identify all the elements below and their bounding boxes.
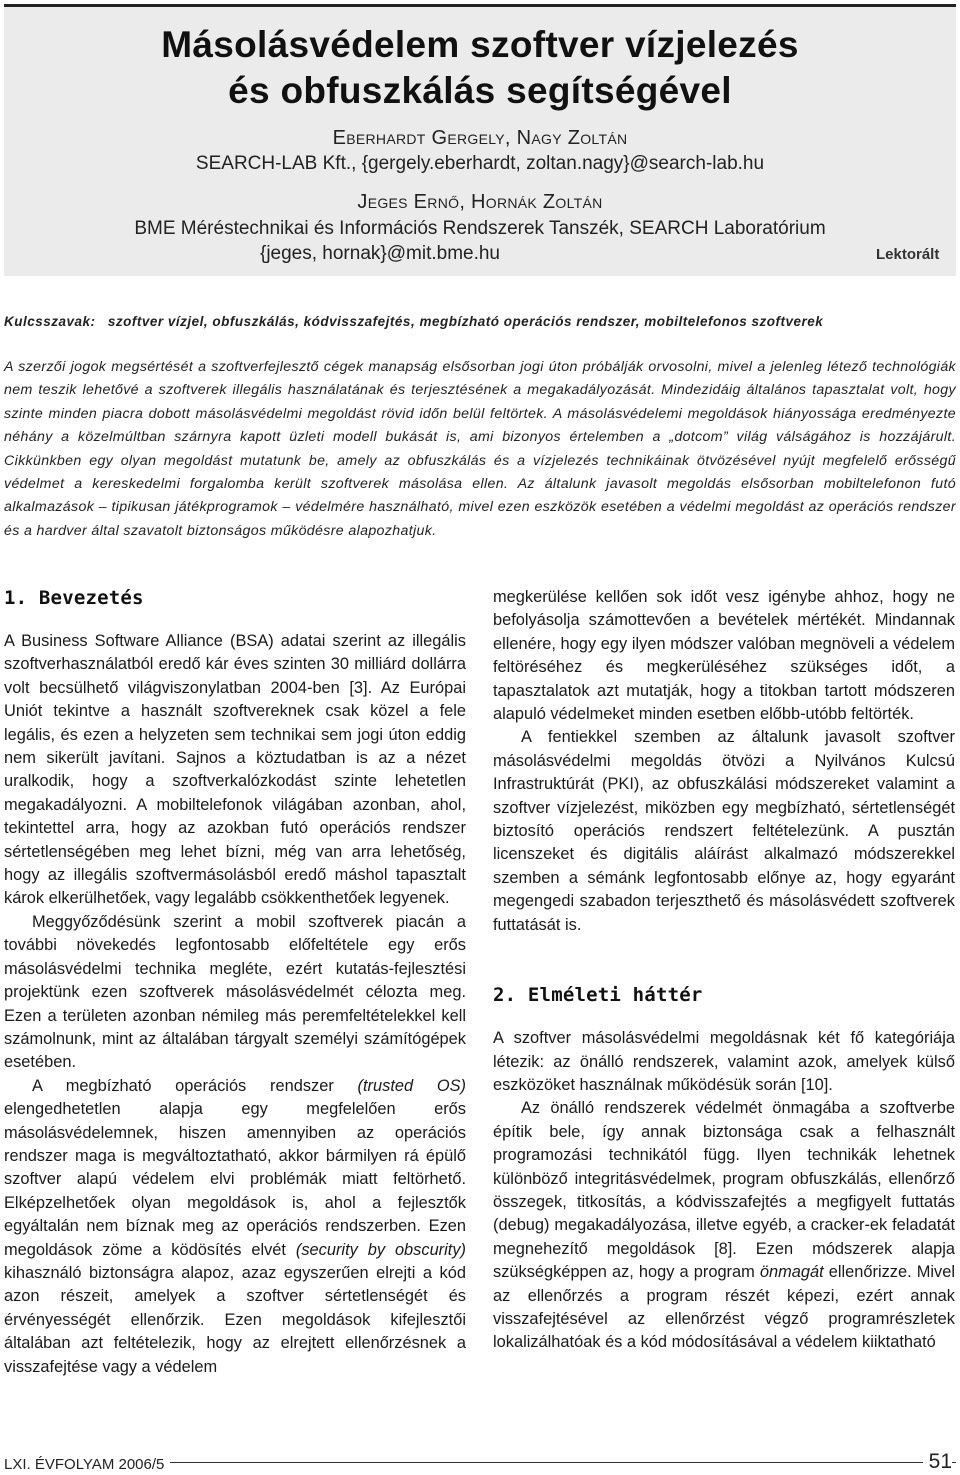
footer-issue: LXI. ÉVFOLYAM 2006/5: [4, 1456, 170, 1473]
term-trusted-os: (trusted OS): [357, 1076, 467, 1095]
authors-line-2: Jeges Ernő, Hornák Zoltán: [357, 191, 603, 213]
keywords-label: Kulcsszavak:: [4, 314, 96, 329]
section-heading-1: 1. Bevezetés: [4, 587, 144, 609]
paragraph: Meggyőződésünk szerint a mobil szoftverek piacán a további növekedés legfontosabb előfeltétele egy erős másolásvédelmi technika megléte, ezért kutatás-fejlesztési projektünk ezen szoftverek másolásvédelmét célozta meg. Ezen a területen azonban némileg más peremfeltételekkel kell számolnunk, mint az általában tárgyalt személyi számítógépek esetében.: [4, 912, 466, 1072]
abstract: A szerzői jogok megsértését a szoftverfejlesztő cégek manapság elsősorban jogi úton próbálják orvosolni, mivel a jelenleg létező technológiák nem teszik lehetővé a szoftverek illegális használatának és terjesztésének a megakadályozását. Mindezidáig általános tapasztalat volt, hogy szinte minden piacra dobott másolásvédelmi megoldást rövid időn belül feltörtek. A másolásvédelemi megoldások hiányossága eredményezte néhány a közelmúltban szárnyra kapott üzleti modell bukását is, ami bizonyos értelemben a „dotcom” világ válságához is hozzájárult. Cikkünkben egy olyan megoldást mutatunk be, amely az obfuszkálás és a vízjelezés technikáinak ötvözésével nyújt megfelelő erősségű védelmet a kereskedelmi forgalomba került szoftverek másolása ellen. Az általunk javasolt megoldás elsősorban mobiltelefonon futó alkalmazások – tipikusan játékprogramok – védelmére használható, mivel ezen eszközök esetében a védelmi megoldást az operációs rendszer és a hardver által szavatolt biztonságos működésre alapozhatjuk.: [4, 359, 956, 539]
title-line-1: Másolásvédelem szoftver vízjelezés: [161, 24, 799, 65]
paragraph: Az önálló rendszerek védelmét önmagába a szoftverbe építik bele, így annak biztonsága csak a felhasznált programozási technikától függ. Ilyen technikák lehetnek különböző integritásvédelmek, program obfuszkálás, ellenőrző összegek, titkosítás, a kódvisszafejtés a megfigyelt futtatás (debug) megakadályozása, illetve egyéb, a cracker-ek feladatát megnehezítő megoldások [8]. Ezen módszerek alapja szükségképpen az, hogy a program önmagát ellenőrizze. Mivel az ellenőrzés a program részét képezi, ezért annak visszafejtésével az ellenőrzést végző programrészletek lokalizálhatóak és a kód módosításával a védelem kiiktatható: [493, 1099, 955, 1352]
affiliation-line-2: BME Méréstechnikai és Információs Rendszerek Tanszék, SEARCH Laboratórium: [134, 218, 826, 239]
keywords: [4, 314, 956, 329]
page-number: 51: [923, 1450, 952, 1474]
affiliation-email-2: {jeges, hornak}@mit.bme.hu: [259, 243, 501, 264]
paragraph: megkerülése kellően sok időt vesz igénybe ahhoz, hogy ne befolyásolja számottevően a bevételek mértékét. Mindannak ellenére, hogy egy ilyen módszer valóban megnöveli a védelem feltöréséhez és megkerüléséhez szükséges időt, a tapasztalatok azt mutatják, hogy a titokban tartott módszeren alapuló védelmeket minden esetben előbb-utóbb feltörték.: [493, 588, 955, 724]
review-badge: Lektorált: [876, 246, 940, 263]
article-title: [0, 22, 960, 114]
authors-line-1: Eberhardt Gergely, Nagy Zoltán: [332, 127, 628, 149]
keywords-text: szoftver vízjel, obfuszkálás, kódvisszafejtés, megbízható operációs rendszer, mobiltelefonos szoftverek: [107, 314, 824, 329]
title-line-2: és obfuszkálás segítségével: [228, 70, 732, 111]
left-column: [4, 586, 466, 1379]
affiliation-line-1: SEARCH-LAB Kft., {gergely.eberhardt, zoltan.nagy}@search-lab.hu: [195, 153, 765, 174]
paragraph: A Business Software Alliance (BSA) adatai szerint az illegális szoftverhasználatból eredő kár éves szinten 30 milliárd dollárra volt becsülhető világviszonylatban 2004-ben [3]. Az Európai Uniót tekintve a használt szoftvereknek csak közel a fele legális, és ezen a helyzeten sem technikai sem jogi úton eddig nem sikerült javítani. Sajnos a köztudatban is az a nézet uralkodik, hogy a szoftverkalózkodást szinte lehetetlen megakadályozni. A mobiltelefonok világában azonban, ahol, tekintettel arra, hogy az azokban futó operációs rendszer sértetlenségében meg lehet bízni, még van arra lehetőség, hogy az illegális szoftvermásolásból eredő máshol tapasztalt károk elkerülhetőek, vagy legalább csökkenthetőek legyenek.: [4, 632, 466, 908]
term-onmagat: önmagát: [759, 1263, 824, 1282]
paragraph: A megbízható operációs rendszer (trusted OS) elengedhetetlen alapja egy megfelelően erős másolásvédelemnek, hiszen amennyiben az operációs rendszer maga is megváltoztatható, akkor bármilyen rá épülő szoftver alapú védelem elvi problémák miatt feltörhető. Elképzelhetőek olyan megoldások is, ahol a fejlesztők egyáltalán nem bíznak meg az operációs rendszerben. Ezen megoldások zöme a ködösítés elvét (security by obscurity) kihasználó biztonságra alapoz, azaz egyszerűen elrejti a kód azon részeit, amelyek a szoftver sértetlenségét és érvényességét ellenőrzik. Ezen megoldások kifejlesztői általában azt feltételezik, hogy az elrejtett ellenőrzésnek a visszafejtése vagy a védelem: [4, 1076, 467, 1376]
section-heading-2: 2. Elméleti háttér: [493, 984, 703, 1007]
right-column: [493, 586, 955, 1355]
term-security-by-obscurity: (security by obscurity): [295, 1240, 466, 1259]
paragraph: A szoftver másolásvédelmi megoldásnak két fő kategóriája létezik: az önálló rendszerek, valamint azok, amelyek külső eszközöket használnak működésük során [10].: [493, 1029, 955, 1094]
paragraph: A fentiekkel szemben az általunk javasolt szoftver másolásvédelmi megoldás ötvözi a Nyilvános Kulcsú Infrastruktúrát (PKI), az obfuszkálási módszereket valamint a szoftver vízjelezést, miközben egy megbízható, sértetlenségét biztosító operációs rendszert feltételezünk. A pusztán licenszeket és digitális aláírást alkalmazó módszerekkel szemben a sémánk legfontosabb előnye az, hogy egyaránt megengedi szabadon terjeszthető és másolásvédett szoftverek futtatását is.: [493, 728, 955, 934]
